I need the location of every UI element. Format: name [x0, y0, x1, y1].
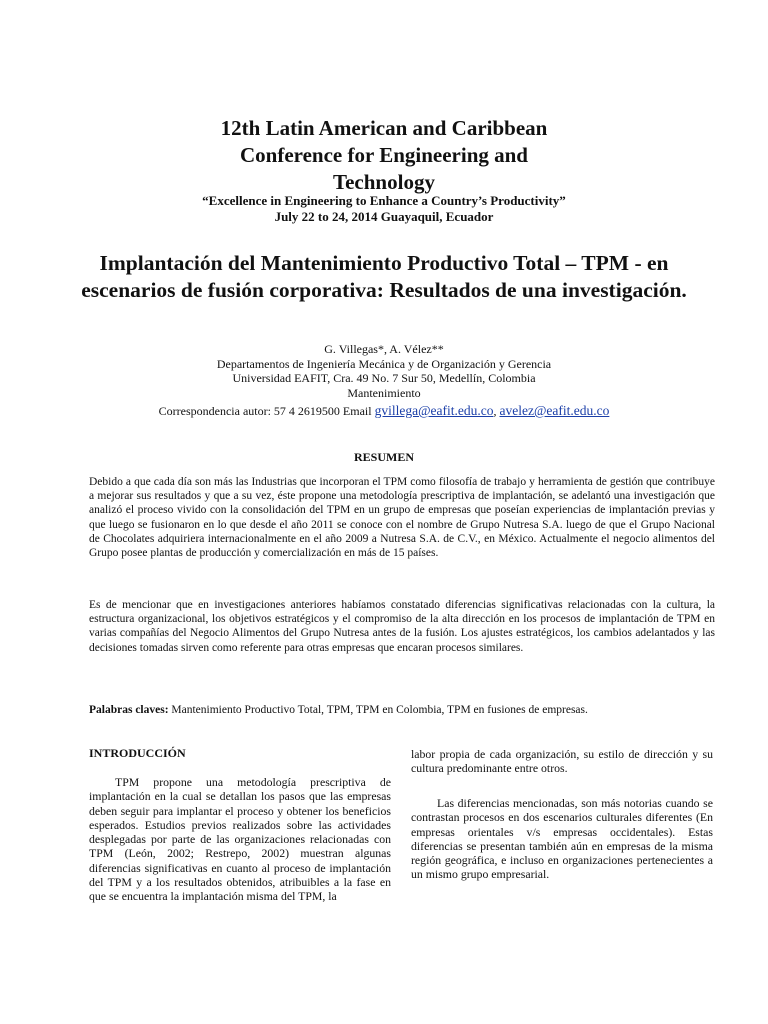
conference-motto-text: “Excellence in Engineering to Enhance a Country’s Productivity”: [202, 193, 566, 208]
paper-title: Implantación del Mantenimiento Productivo Total – TPM - en escenarios de fusión corporativa: Resultados de una investigación.: [81, 251, 687, 302]
conference-date-place: July 22 to 24, 2014 Guayaquil, Ecuador: [274, 209, 494, 224]
affiliation-line: Departamentos de Ingeniería Mecánica y de Organización y Gerencia: [216, 356, 552, 371]
keywords-text: Mantenimiento Productivo Total, TPM, TPM en Colombia, TPM en fusiones de empresas.: [171, 704, 588, 716]
authors: G. Villegas*, A. Vélez**: [324, 342, 444, 356]
affiliation-line: Universidad EAFIT, Cra. 49 No. 7 Sur 50, Medellín, Colombia: [232, 371, 536, 385]
keywords-label: Palabras claves:: [89, 704, 169, 716]
conference-title-line: Conference for Engineering and: [240, 143, 528, 167]
abstract-heading: RESUMEN: [353, 450, 414, 464]
correspondence-prefix: Correspondencia autor: 57 4 2619500 Email: [158, 404, 372, 418]
conference-motto: [100, 193, 668, 225]
affiliation-line: Mantenimiento: [347, 385, 421, 400]
introduction-left-column: TPM propone una metodología prescriptiva de implantación en la cual se detallan los pasos que las empresas deben seguir para implantar el proceso y obtener los beneficios esperados. Estudios previos realizados sobre las actividades desplegadas por parte de las organizaciones relacionadas con TPM (León, 2002; Restrepo, 2002) muestran algunas diferencias significativas en cuanto al proceso de implantación del TPM y a los resultados obtenidos, atribuibles a la fase en que se encuentra la implantación misma del TPM, la: [89, 775, 391, 904]
keywords: [89, 703, 715, 717]
correspondence: [90, 403, 678, 419]
introduction-heading: INTRODUCCIÓN: [89, 746, 186, 760]
abstract-paragraph: Es de mencionar que en investigaciones anteriores habíamos constatado diferencias significativas relacionadas con la cultura, la estructura organizacional, los objetivos estratégicos y el compromiso de la alta dirección en los procesos de implantación de TPM en varias compañías del Negocio Alimentos del Grupo Nutresa antes de la fusión. Los ajustes estratégicos, los cambios adelantados y las decisiones tomadas sirven como referente para otras empresas que encaran procesos similares.: [89, 599, 715, 654]
introduction-right-column-a: labor propia de cada organización, su estilo de dirección y su cultura predominante entre otros.: [411, 747, 713, 776]
email-link[interactable]: avelez@eafit.edu.co: [499, 403, 610, 418]
abstract-paragraph: Debido a que cada día son más las Industrias que incorporan el TPM como filosofía de trabajo y herramienta de gestión que contribuye a mejorar sus resultados y que a su vez, éste propone una metodología prescriptiva de implantación, se adelantó una investigación que analizó el proceso vivido con la consolidación del TPM en un grupo de empresas que poseían experiencias de implantación previas y que luego se fusionaron en lo que desde el año 2011 se conoce con el nombre de Grupo Nutresa S.A. luego de que el Grupo Nacional de Chocolates adquiriera internacionalmente en el año 2009 a Nutresa S.A. de C.V., en México. Actualmente el negocio alimentos del Grupo posee plantas de producción y comercialización en más de 15 países.: [89, 476, 715, 560]
conference-title: [150, 115, 618, 196]
authors-block: [100, 342, 668, 400]
introduction-right-column-b: Las diferencias mencionadas, son más notorias cuando se contrastan procesos en dos escenarios culturales diferentes (En empresas orientales v/s empresas occidentales). Estas diferencias se presentan también aún en empresas de la misma región geográfica, e incluso en organizaciones pertenecientes a un mismo grupo empresarial.: [411, 796, 713, 882]
conference-title-line: Technology: [333, 170, 435, 194]
email-link[interactable]: gvillega@eafit.edu.co: [374, 403, 494, 418]
conference-title-line: 12th Latin American and Caribbean: [220, 116, 548, 140]
email-separator: ,: [493, 404, 497, 418]
